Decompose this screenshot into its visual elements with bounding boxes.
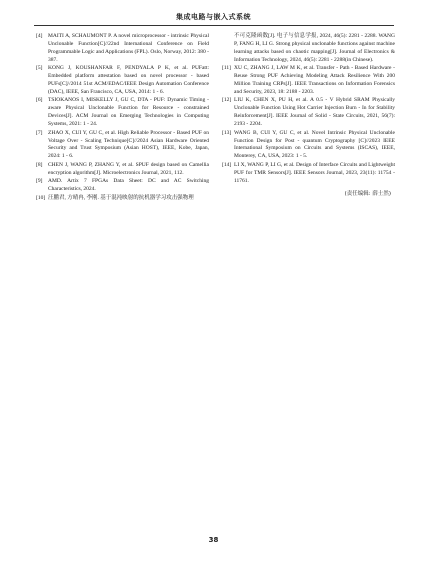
running-header: 集成电路与嵌入式系统 — [176, 13, 251, 21]
reference-text: ZHAO X, CUI Y, GU C, et al. High Reliable Processor - Based PUF on Voltage Over - Scaling Technique[C]//2024 Asian Hardware Oriented Security and Trust Symposium (Asian HOST), IEEE, Kobe, Japan, 2024: 1 - 6. — [48, 129, 209, 160]
reference-text: WANG B, CUI Y, GU C, et al. Novel Intrinsic Physical Unclonable Function Design for Post - quantum Cryptography [C]//2023 IEEE International Symposium on Circuits and Systems (ISCAS), IEEE, Monterey, CA, USA, 2023: 1 - 5. — [234, 129, 395, 160]
reference-entry — [222, 130, 395, 162]
reference-number: [12] — [222, 97, 232, 104]
reference-entry — [222, 162, 395, 186]
references-right-column — [222, 33, 395, 199]
reference-text: LI X, WANG P, LI G, et al. Design of Interface Circuits and Lightweight PUF for TMR Sensors[J]. IEEE Sensors Journal, 2023, 23(11): 11754 - 11761. — [234, 161, 395, 184]
reference-entry — [36, 65, 209, 97]
reference-number: [5] — [36, 65, 43, 72]
reference-entry — [36, 97, 209, 129]
reference-number: [8] — [36, 161, 43, 168]
reference-entry — [222, 33, 395, 65]
reference-text: LIU K, CHEN X, PU H, et al. A 0.5 - V Hybrid SRAM Physically Unclonable Function Using Hot Carrier Injection Burn - In for Stability Reinforcement[J]. IEEE Journal of Solid - State Circuits, 2021, 56(7): 2193 - 2204. — [234, 97, 395, 128]
reference-text: AMD. Artix 7 FPGAs Data Sheet: DC and AC Switching Characteristics, 2024. — [48, 178, 209, 193]
reference-number: [6] — [36, 97, 43, 104]
reference-entry — [36, 33, 209, 65]
reference-text: TSIOKANOS I, MISKELLY J, GU C, DTA - PUF: Dynamic Timing - aware Physical Unclonable Function for Resource - constrained Devices[J]. ACM Journal on Emerging Technologies in Computing Systems, 2021: 1 - 24. — [48, 97, 209, 128]
reference-text: CHEN J, WANG P, ZHANG Y, et al. SPUF design based on Camellia encryption algorithm[J]. Microelectronics Journal, 2021, 112. — [48, 161, 209, 176]
reference-entry — [36, 130, 209, 162]
reference-number: [14] — [222, 161, 232, 168]
editor-note: (责任编辑: 薛士然) — [344, 190, 391, 197]
reference-text: 汪鹏君, 方晴冉, 李刚. 基于混沌映射的抗机器学习攻击强物理 — [48, 194, 194, 201]
reference-entry — [36, 195, 209, 203]
reference-text: MAITI A, SCHAUMONT P. A novel microprocessor - intrinsic Physical Unclonable Function[C]//22nd International Conference on Field Programmable Logic and Applications (FPL). Oslo, Norway, 2012: 380 - 387. — [48, 33, 209, 63]
reference-text: XU C, ZHANG J, LAW M K, et al. Transfer - Path - Based Hardware - Reuse Strong PUF Achieving Modeling Attack Resilience With 200 Million Training CRPs[J]. IEEE Transactions on Information Forensics and Security, 2023, 18: 2188 - 2203. — [234, 65, 395, 95]
reference-entry — [222, 65, 395, 97]
page-number: 38 — [208, 536, 219, 544]
reference-number: [7] — [36, 129, 43, 136]
reference-entry — [36, 162, 209, 178]
reference-entry — [36, 178, 209, 194]
reference-number: [13] — [222, 129, 232, 136]
reference-number: [4] — [36, 33, 43, 39]
reference-number: [9] — [36, 178, 43, 185]
header-rule — [34, 25, 394, 26]
reference-number: [11] — [222, 65, 231, 72]
reference-text: 不可克隆函数[J]. 电子与信息学报, 2024, 46(5): 2281 - 2288. WANG P, FANG H, LI G. Strong physical unclonable functions against machine learning attacks based on chaotic mapping[J]. Journal of Electronics & Information Technology, 2024, 46(5): 2281 - 2288(in Chinese). — [234, 33, 395, 63]
reference-text: KONG J, KOUSHANFAR F, PENDYALA P K, et al. PUFatt: Embedded platform attestation based on novel processor - based PUFs[C]//2014 51st ACM/EDAC/IEEE Design Automation Conference (DAC), IEEE, San Francisco, CA, USA, 2014: 1 - 6. — [48, 65, 209, 95]
reference-number: [10] — [36, 194, 46, 201]
reference-entry — [222, 97, 395, 129]
references-left-column — [36, 33, 209, 203]
